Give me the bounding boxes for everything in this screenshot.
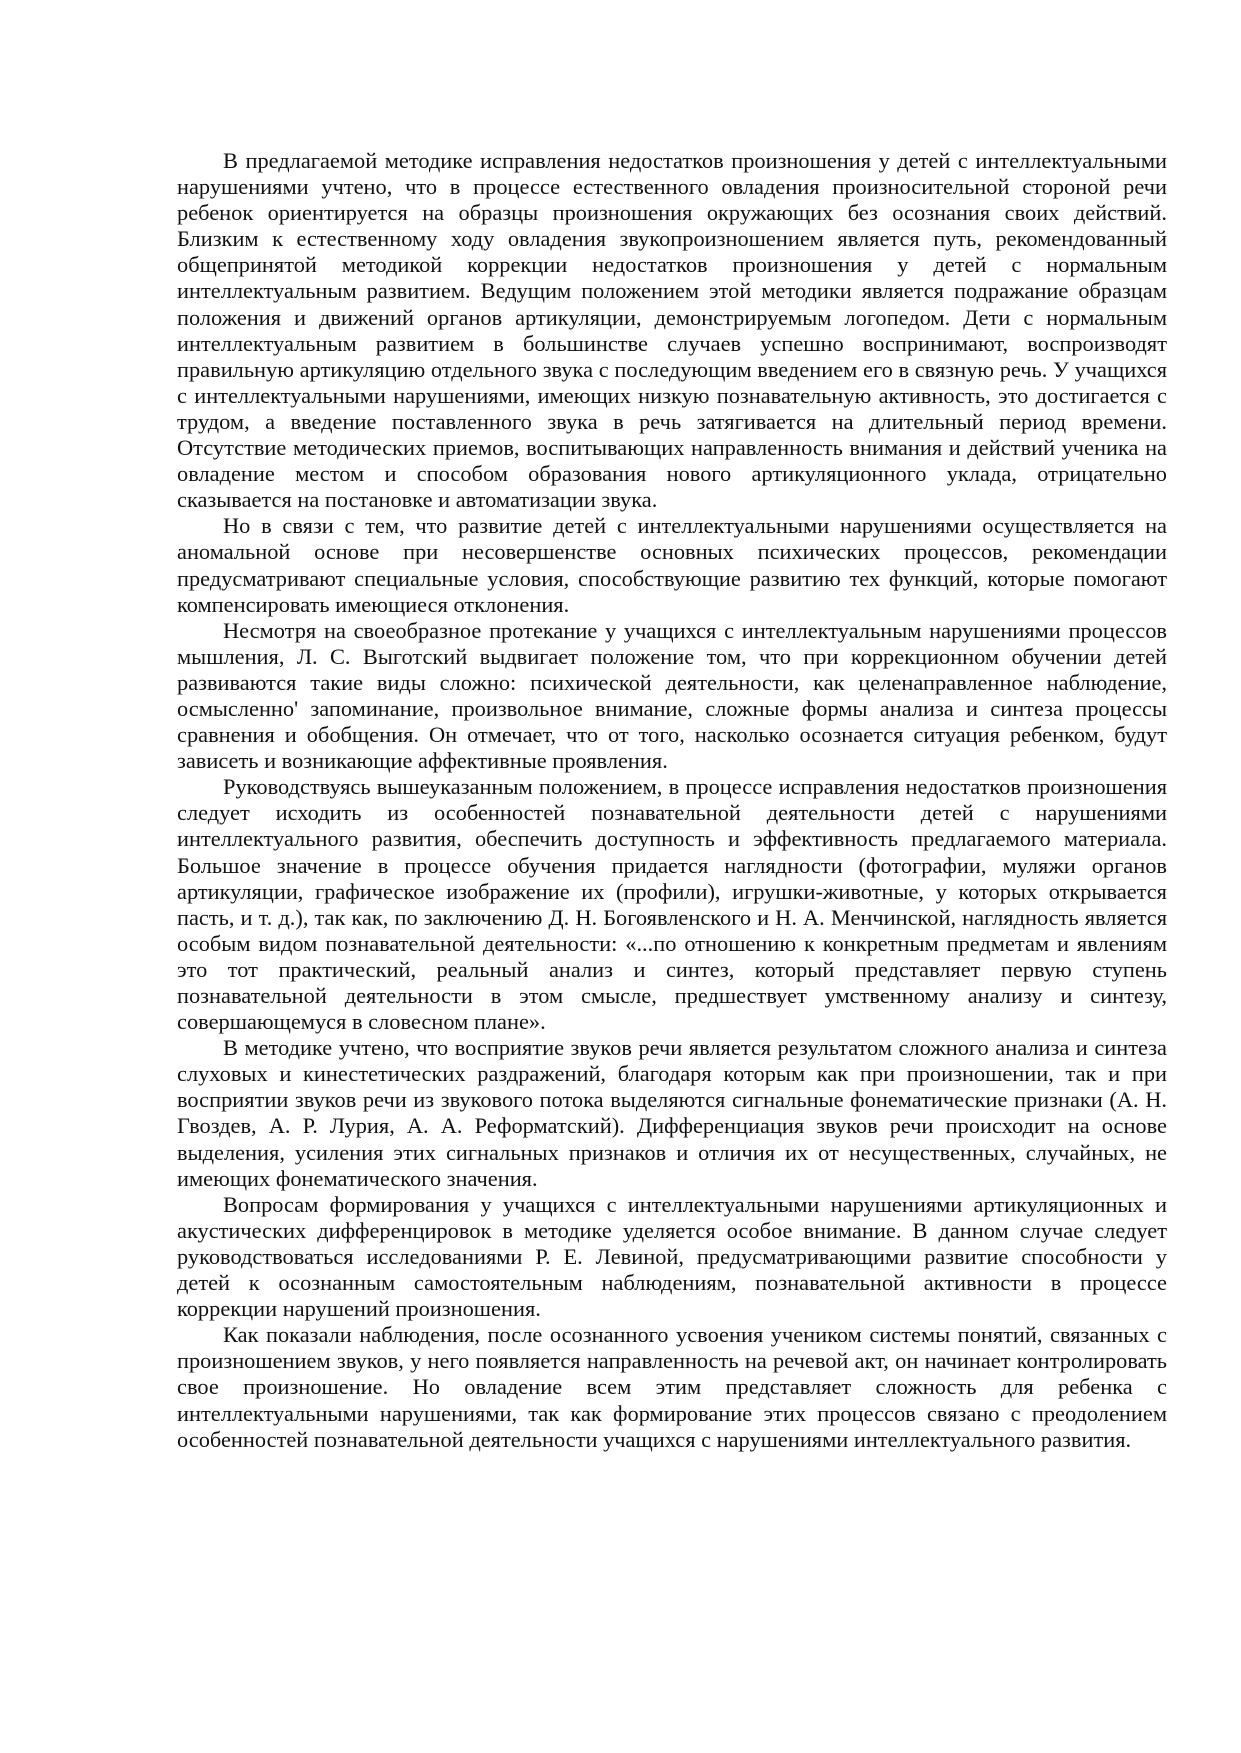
paragraph: В методике учтено, что восприятие звуков речи является результатом сложного анализа и синтеза слуховых и кинестетических раздражений, благодаря которым как при произношении, так и при восприятии звуков речи из звукового потока выделяются сигнальные фонематические признаки (А. Н. Гвоздев, А. Р. Лурия, А. А. Реформатский). Дифференциация звуков речи происходит на основе выделения, усиления этих сигнальных признаков и отличия их от несущественных, случайных, не имеющих фонематического значения. (177, 1035, 1167, 1191)
paragraph: Но в связи с тем, что развитие детей с интеллектуальными нарушениями осуществляется на аномальной основе при несовершенстве основных психических процессов, рекомендации предусматривают специальные условия, способствующие развитию тех функций, которые помогают компенсировать имеющиеся отклонения. (177, 513, 1167, 617)
paragraph: В предлагаемой методике исправления недостатков произношения у детей с интеллектуальными нарушениями учтено, что в процессе естественного овладения произносительной стороной речи ребенок ориентируется на образцы произношения окружающих без осознания своих действий. Близким к естественному ходу овладения звукопроизношением является путь, рекомендованный общепринятой методикой коррекции недостатков произношения у детей с нормальным интеллектуальным развитием. Ведущим положением этой методики является подражание образцам положения и движений органов артикуляции, демонстрируемым логопедом. Дети с нормальным интеллектуальным развитием в большинстве случаев успешно воспринимают, воспроизводят правильную артикуляцию отдельного звука с последующим введением его в связную речь. У учащихся с интеллектуальными нарушениями, имеющих низкую познавательную активность, это достигается с трудом, а введение поставленного звука в речь затягивается на длительный период времени. Отсутствие методических приемов, воспитывающих направленность внимания и действий ученика на овладение местом и способом образования нового артикуляционного уклада, отрицательно сказывается на постановке и автоматизации звука. (177, 148, 1167, 513)
paragraph: Руководствуясь вышеуказанным положением, в процессе исправления недостатков произношения следует исходить из особенностей познавательной деятельности детей с нарушениями интеллектуального развития, обеспечить доступность и эффективность предлагаемого материала. Большое значение в процессе обучения придается наглядности (фотографии, муляжи органов артикуляции, графическое изображение их (профили), игрушки-животные, у которых открывается пасть, и т. д.), так как, по заключению Д. Н. Богоявленского и Н. А. Менчинской, наглядность является особым видом познавательной деятельности: «...по отношению к конкретным предметам и явлениям это тот практический, реальный анализ и синтез, который представляет первую ступень познавательной деятельности в этом смысле, предшествует умственному анализу и синтезу, совершающемуся в словесном плане». (177, 774, 1167, 1035)
body-text (177, 148, 1167, 1453)
paragraph: Как показали наблюдения, после осознанного усвоения учеником системы понятий, связанных с произношением звуков, у него появляется направленность на речевой акт, он начинает контролировать свое произношение. Но овладение всем этим представляет сложность для ребенка с интеллектуальными нарушениями, так как формирование этих процессов связано с преодолением особенностей познавательной деятельности учащихся с нарушениями интеллектуального развития. (177, 1322, 1167, 1452)
paragraph: Вопросам формирования у учащихся с интеллектуальными нарушениями артикуляционных и акустических дифференцировок в методике уделяется особое внимание. В данном случае следует руководствоваться исследованиями Р. Е. Левиной, предусматривающими развитие способности у детей к осознанным самостоятельным наблюдениям, познавательной активности в процессе коррекции нарушений произношения. (177, 1191, 1167, 1322)
paragraph: Несмотря на своеобразное протекание у учащихся с интеллектуальным нарушениями процессов мышления, Л. С. Выготский выдвигает положение том, что при коррекционном обучении детей развиваются такие виды сложно: психической деятельности, как целенаправленное наблюдение, осмысленно' запоминание, произвольное внимание, сложные формы анализа и синтеза процессы сравнения и обобщения. Он отмечает, что от того, насколько осознается ситуация ребенком, будут зависеть и возникающие аффективные проявления. (177, 617, 1167, 774)
